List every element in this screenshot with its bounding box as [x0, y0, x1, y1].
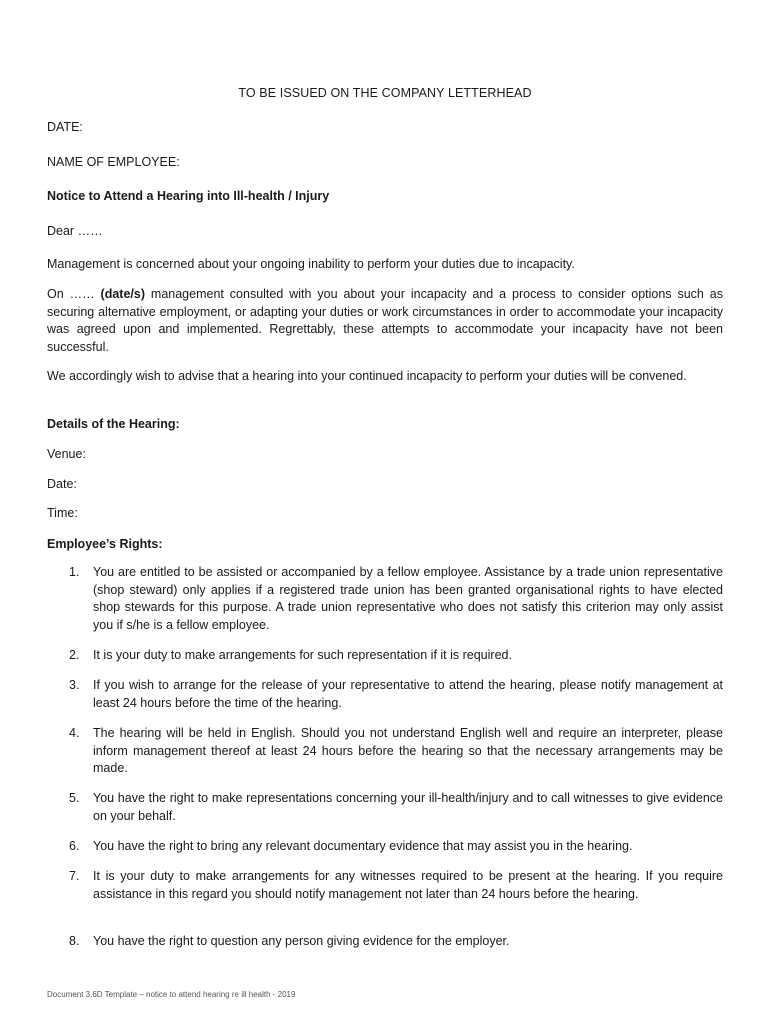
letterhead-note: TO BE ISSUED ON THE COMPANY LETTERHEAD	[238, 86, 532, 100]
hearing-details-heading: Details of the Hearing:	[47, 417, 180, 431]
rights-item-number: 8.	[69, 934, 80, 948]
rights-item-text: You have the right to question any person giving evidence for the employer.	[93, 934, 510, 948]
rights-item-text: You are entitled to be assisted or accompanied by a fellow employee. Assistance by a trade union representative (shop steward) only applies if a registered trade union has been granted organisational rights to have elected shop stewards for this purpose. A trade union representative who does not satisfy this criterion may only assist you if s/he is a fellow employee.	[93, 565, 723, 632]
rights-item-text: It is your duty to make arrangements for such representation if it is required.	[93, 648, 512, 662]
rights-list-item	[47, 725, 723, 778]
paragraph-2-text: management consulted with you about your incapacity and a process to consider options such as securing alternative employment, or adapting your duties or work circumstances in order to accommodate your incapacity was agreed upon and implemented. Regrettably, these attempts to accommodate your incapacity have not been successful.	[47, 287, 724, 354]
employee-rights-heading: Employee’s Rights:	[47, 537, 163, 551]
rights-list-item	[47, 790, 723, 825]
body-paragraph-2	[47, 286, 723, 356]
document-footer: Document 3.6D Template – notice to attend hearing re ill health - 2019	[47, 990, 296, 999]
rights-item-text: It is your duty to make arrangements for any witnesses required to be present at the hearing. If you require assistance in this regard you should notify management not later than 24 hours before the hearing.	[93, 869, 723, 901]
body-paragraph-1: Management is concerned about your ongoing inability to perform your duties due to incapacity.	[47, 257, 575, 271]
rights-list-item	[47, 838, 723, 856]
venue-label: Venue:	[47, 447, 86, 461]
rights-list-item	[47, 647, 723, 665]
rights-item-text: You have the right to make representations concerning your ill-health/injury and to call witnesses to give evidence on your behalf.	[93, 791, 723, 823]
rights-item-text: The hearing will be held in English. Should you not understand English well and require an interpreter, please inform management thereof at least 24 hours before the hearing so that the necessary arrangements may be made.	[93, 726, 723, 775]
rights-item-number: 3.	[69, 678, 80, 692]
employee-name-field-label: NAME OF EMPLOYEE:	[47, 155, 180, 169]
date-field-label: DATE:	[47, 120, 83, 134]
rights-item-number: 4.	[69, 726, 80, 740]
salutation: Dear ……	[47, 224, 103, 238]
rights-item-text: If you wish to arrange for the release of your representative to attend the hearing, please notify management at least 24 hours before the time of the hearing.	[93, 678, 723, 710]
rights-item-number: 2.	[69, 648, 80, 662]
body-paragraph-3: We accordingly wish to advise that a hearing into your continued incapacity to perform your duties will be convened.	[47, 369, 687, 383]
paragraph-2-dates: (date/s)	[100, 287, 145, 301]
rights-list-item	[47, 933, 723, 951]
hearing-date-label: Date:	[47, 477, 77, 491]
rights-item-number: 5.	[69, 791, 80, 805]
rights-list-item	[47, 677, 723, 712]
rights-item-number: 7.	[69, 869, 80, 883]
notice-title: Notice to Attend a Hearing into Ill-health / Injury	[47, 189, 330, 203]
rights-item-number: 1.	[69, 565, 80, 579]
rights-list-item	[47, 868, 723, 903]
rights-item-number: 6.	[69, 839, 80, 853]
hearing-time-label: Time:	[47, 506, 78, 520]
paragraph-2-prefix: On ……	[47, 287, 101, 301]
rights-list-item	[47, 564, 723, 634]
rights-item-text: You have the right to bring any relevant documentary evidence that may assist you in the hearing.	[93, 839, 633, 853]
